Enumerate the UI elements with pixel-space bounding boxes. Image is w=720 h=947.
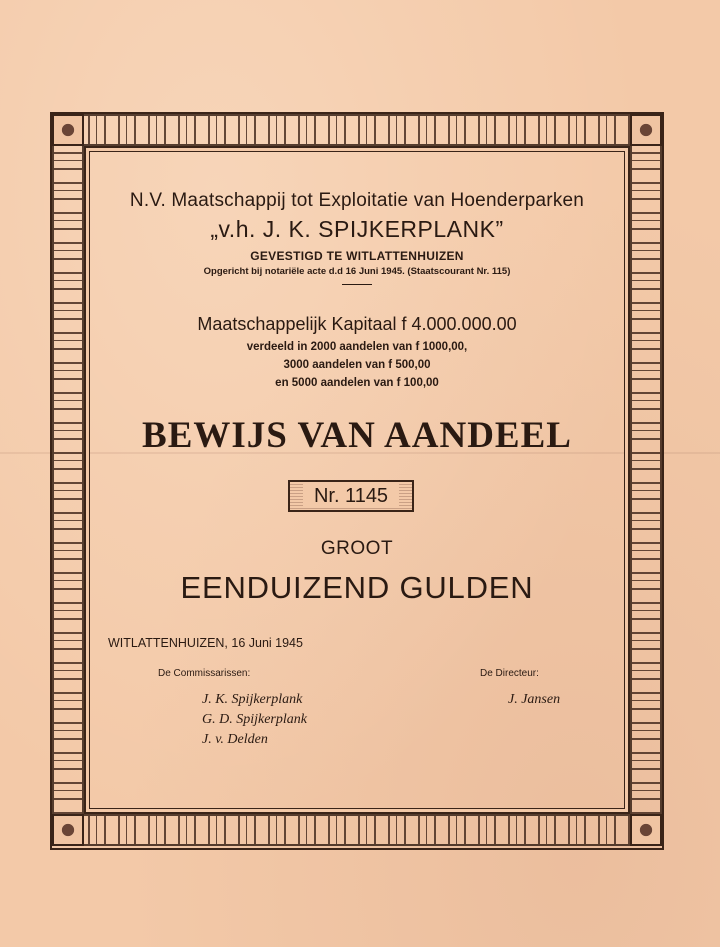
divider-rule: [342, 284, 372, 285]
certificate-title: BEWIJS VAN AANDEEL: [142, 415, 572, 456]
commissioners-label: De Commissarissen:: [158, 668, 251, 679]
authorized-capital: Maatschappelijk Kapitaal f 4.000.000.00: [197, 314, 517, 334]
share-division-line: en 5000 aandelen van f 100,00: [275, 377, 439, 389]
company-seat: GEVESTIGD TE WITLATTENHUIZEN: [250, 249, 464, 263]
share-division-line: 3000 aandelen van f 500,00: [283, 359, 431, 371]
corner-ornament-bottom-right: [630, 814, 662, 846]
ornament-border-bottom: [52, 814, 662, 846]
share-division-line: verdeeld in 2000 aandelen van f 1000,00,: [246, 341, 468, 353]
ornament-border-left: [52, 146, 84, 814]
corner-ornament-top-left: [52, 114, 84, 146]
corner-ornament-bottom-left: [52, 814, 84, 846]
share-amount: EENDUIZEND GULDEN: [180, 570, 534, 605]
director-label: De Directeur:: [480, 668, 539, 679]
commissioner-signature: J. v. Delden: [202, 732, 268, 747]
certificate-number: Nr. 1145: [303, 484, 399, 508]
ornament-border-right: [630, 146, 662, 814]
company-name: „v.h. J. K. SPIJKERPLANK”: [210, 216, 504, 242]
ornament-border-top: [52, 114, 662, 146]
founding-note: Opgericht bij notariële acte d.d 16 Juni 1945. (Staatscourant Nr. 115): [203, 266, 511, 277]
commissioner-signature: G. D. Spijkerplank: [202, 712, 307, 727]
place-date: WITLATTENHUIZEN, 16 Juni 1945: [108, 636, 303, 650]
certificate-content: [84, 146, 630, 814]
company-line: N.V. Maatschappij tot Exploitatie van Hoenderparken: [129, 190, 585, 211]
director-signature: J. Jansen: [508, 692, 561, 707]
groot-label: GROOT: [320, 538, 394, 559]
commissioner-signature: J. K. Spijkerplank: [202, 692, 303, 707]
certificate-number-box: [288, 480, 414, 512]
corner-ornament-top-right: [630, 114, 662, 146]
